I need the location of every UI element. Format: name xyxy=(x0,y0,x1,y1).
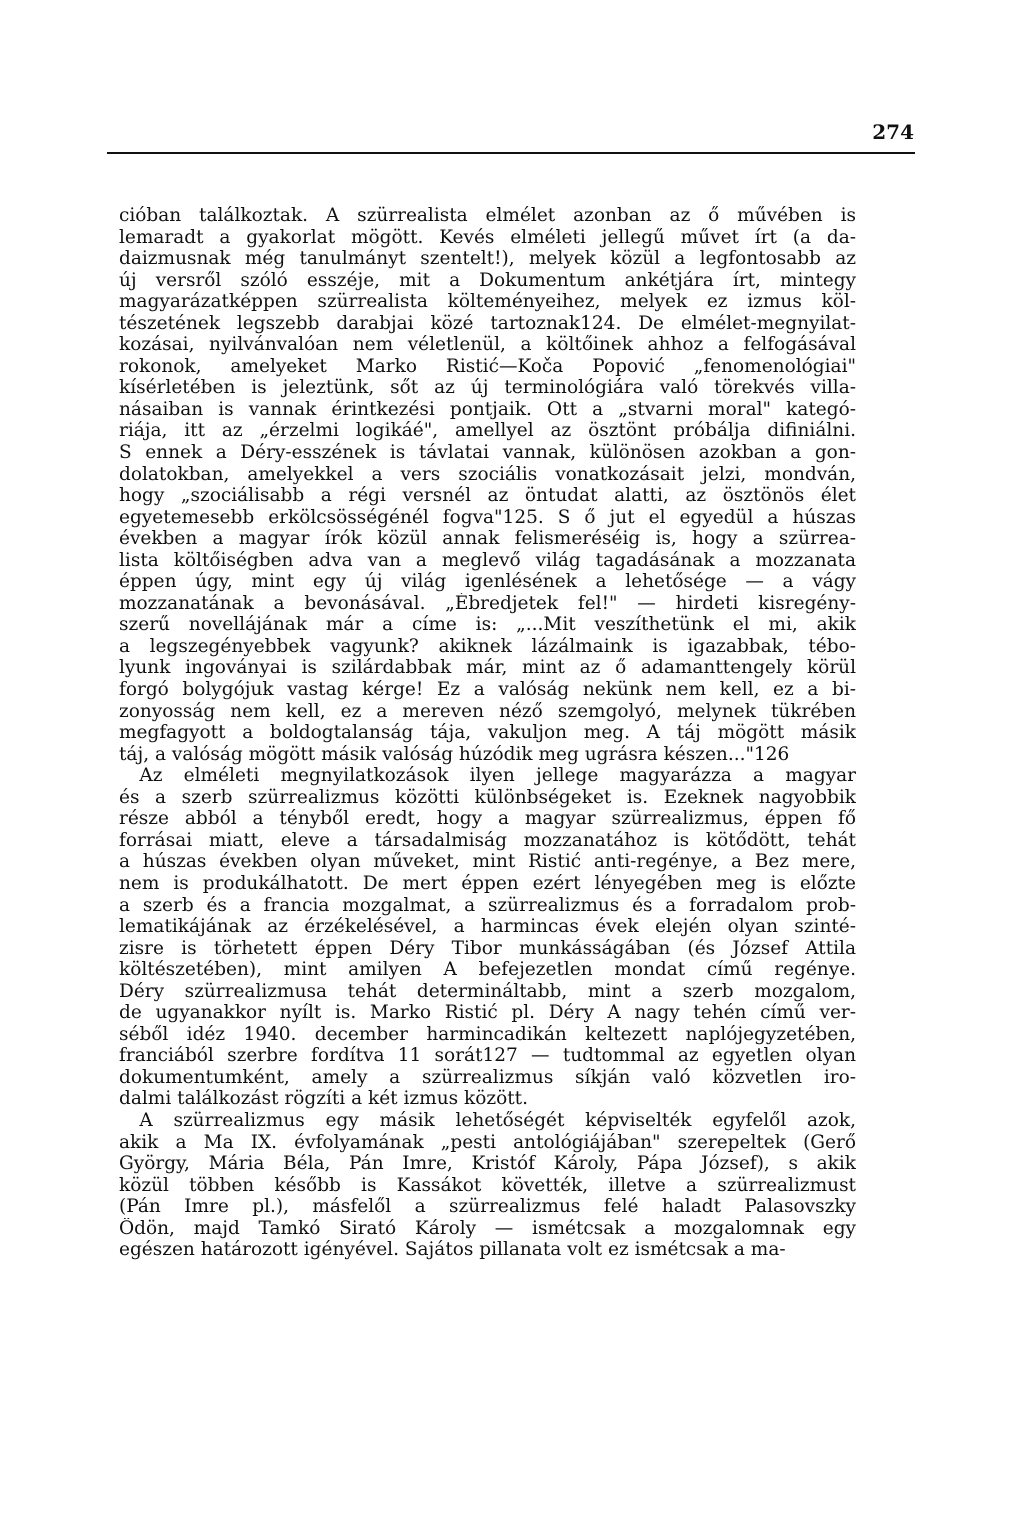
text-line: (Pán Imre pl.), másfelől a szürrealizmus felé haladt Palasovszky xyxy=(119,1196,856,1218)
text-line: a szerb és a francia mozgalmat, a szürrealizmus és a forradalom prob- xyxy=(119,894,856,916)
text-line: rokonok, amelyeket Marko Ristić—Koča Popović „fenomenológiai" xyxy=(119,355,856,377)
text-line: költészetében), mint amilyen A befejezetlen mondat című regénye. xyxy=(119,959,856,981)
text-line: franciából szerbre fordítva 11 sorát127 — tudtommal az egyetlen olyan xyxy=(119,1045,856,1067)
text-line: S ennek a Déry-esszének is távlatai vannak, különösen azokban a gon- xyxy=(119,442,856,464)
text-line: megfagyott a boldogtalanság tája, vakuljon meg. A táj mögött másik xyxy=(119,722,856,744)
text-line: magyarázatképpen szürrealista költeményeihez, melyek ez izmus köl- xyxy=(119,291,856,313)
header-rule xyxy=(107,152,915,154)
text-line: daizmusnak még tanulmányt szentelt!), melyek közül a legfontosabb az xyxy=(119,248,856,270)
text-line: A szürrealizmus egy másik lehetőségét képviselték egyfelől azok, xyxy=(139,1109,856,1131)
text-line: szerű novellájának már a címe is: „...Mit veszíthetünk el mi, akik xyxy=(119,614,856,636)
text-line: cióban találkoztak. A szürrealista elmélet azonban az ő művében is xyxy=(119,205,856,226)
text-line: tészetének legszebb darabjai közé tartoznak124. De elmélet-megnyilat- xyxy=(119,312,856,334)
text-line: lemaradt a gyakorlat mögött. Kevés elméleti jellegű művet írt (a da- xyxy=(119,226,856,248)
text-line: dokumentumként, amely a szürrealizmus síkján való közvetlen iro- xyxy=(119,1066,856,1088)
text-line: de ugyanakkor nyílt is. Marko Ristić pl. Déry A nagy tehén című ver- xyxy=(119,1002,856,1024)
page-number: 274 xyxy=(872,120,914,144)
text-line: táj, a valóság mögött másik valóság húzódik meg ugrásra készen..."126 xyxy=(119,743,790,765)
text-line: György, Mária Béla, Pán Imre, Kristóf Károly, Pápa József), s akik xyxy=(119,1153,856,1175)
text-line: egészen határozott igényével. Sajátos pillanata volt ez ismétcsak a ma- xyxy=(119,1239,786,1261)
text-line: akik a Ma IX. évfolyamának „pesti antológiájában" szerepeltek (Gerő xyxy=(119,1131,856,1153)
text-line: séből idéz 1940. december harmincadikán keltezett naplójegyzetében, xyxy=(119,1023,856,1045)
text-line: és a szerb szürrealizmus közötti különbségeket is. Ezeknek nagyobbik xyxy=(119,786,856,808)
body-text xyxy=(119,205,856,1261)
text-line: násaiban is vannak érintkezési pontjaik. Ott a „stvarni moral" kategó- xyxy=(119,398,856,420)
text-line: egyetemesebb erkölcsösségénél fogva"125. S ő jut el egyedül a húszas xyxy=(119,506,856,528)
text-line: mozzanatának a bevonásával. „Ébredjetek fel!" — hirdeti kisregény- xyxy=(119,592,856,614)
text-line: kísérletében is jeleztünk, sőt az új terminológiára való törekvés villa- xyxy=(119,377,856,399)
text-line: hogy „szociálisabb a régi versnél az öntudat alatti, az ösztönös élet xyxy=(119,485,856,507)
text-line: forrásai miatt, eleve a társadalmiság mozzanatához is kötődött, tehát xyxy=(119,829,856,851)
text-line: zisre is törhetett éppen Déry Tibor munkásságában (és József Attila xyxy=(119,937,856,959)
text-line: dalmi találkozást rögzíti a két izmus között. xyxy=(119,1088,528,1110)
text-line: Ödön, majd Tamkó Sirató Károly — ismétcsak a mozgalomnak egy xyxy=(119,1217,856,1239)
text-line: része abból a tényből eredt, hogy a magyar szürrealizmus, éppen fő xyxy=(119,808,856,830)
text-line: nem is produkálhatott. De mert éppen ezért lényegében meg is előzte xyxy=(119,872,856,894)
text-line: lyunk ingoványai is szilárdabbak már, mint az ő adamanttengely körül xyxy=(119,657,856,679)
text-line: Az elméleti megnyilatkozások ilyen jellege magyarázza a magyar xyxy=(139,765,856,787)
text-line: a legszegényebbek vagyunk? akiknek lázálmaink is igazabbak, tébo- xyxy=(119,635,856,657)
text-line: zonyosság nem kell, ez a mereven néző szemgolyó, melynek tükrében xyxy=(119,700,856,722)
text-line: években a magyar írók közül annak felismeréséig is, hogy a szürrea- xyxy=(119,528,856,550)
text-line: közül többen később is Kassákot követték, illetve a szürrealizmust xyxy=(119,1174,856,1196)
text-line: a húszas években olyan műveket, mint Ristić anti-regénye, a Bez mere, xyxy=(119,851,856,873)
text-line: forgó bolygójuk vastag kérge! Ez a valóság nekünk nem kell, ez a bi- xyxy=(119,679,856,701)
text-line: Déry szürrealizmusa tehát determináltabb, mint a szerb mozgalom, xyxy=(119,980,856,1002)
text-line: riája, itt az „érzelmi logikáé", amellyel az ösztönt próbálja difiniálni. xyxy=(119,420,856,442)
text-line: lista költőiségben adva van a meglevő világ tagadásának a mozzanata xyxy=(119,549,856,571)
text-line: éppen úgy, mint egy új világ igenlésének a lehetősége — a vágy xyxy=(119,571,856,593)
text-line: dolatokban, amelyekkel a vers szociális vonatkozásait jelzi, mondván, xyxy=(119,463,856,485)
text-line: lematikájának az érzékelésével, a harmincas évek elején olyan szinté- xyxy=(119,916,856,938)
text-line: új versről szóló esszéje, mit a Dokumentum ankétjára írt, mintegy xyxy=(119,269,856,291)
text-line: kozásai, nyilvánvalóan nem véletlenül, a költőinek ahhoz a felfogásával xyxy=(119,334,856,356)
